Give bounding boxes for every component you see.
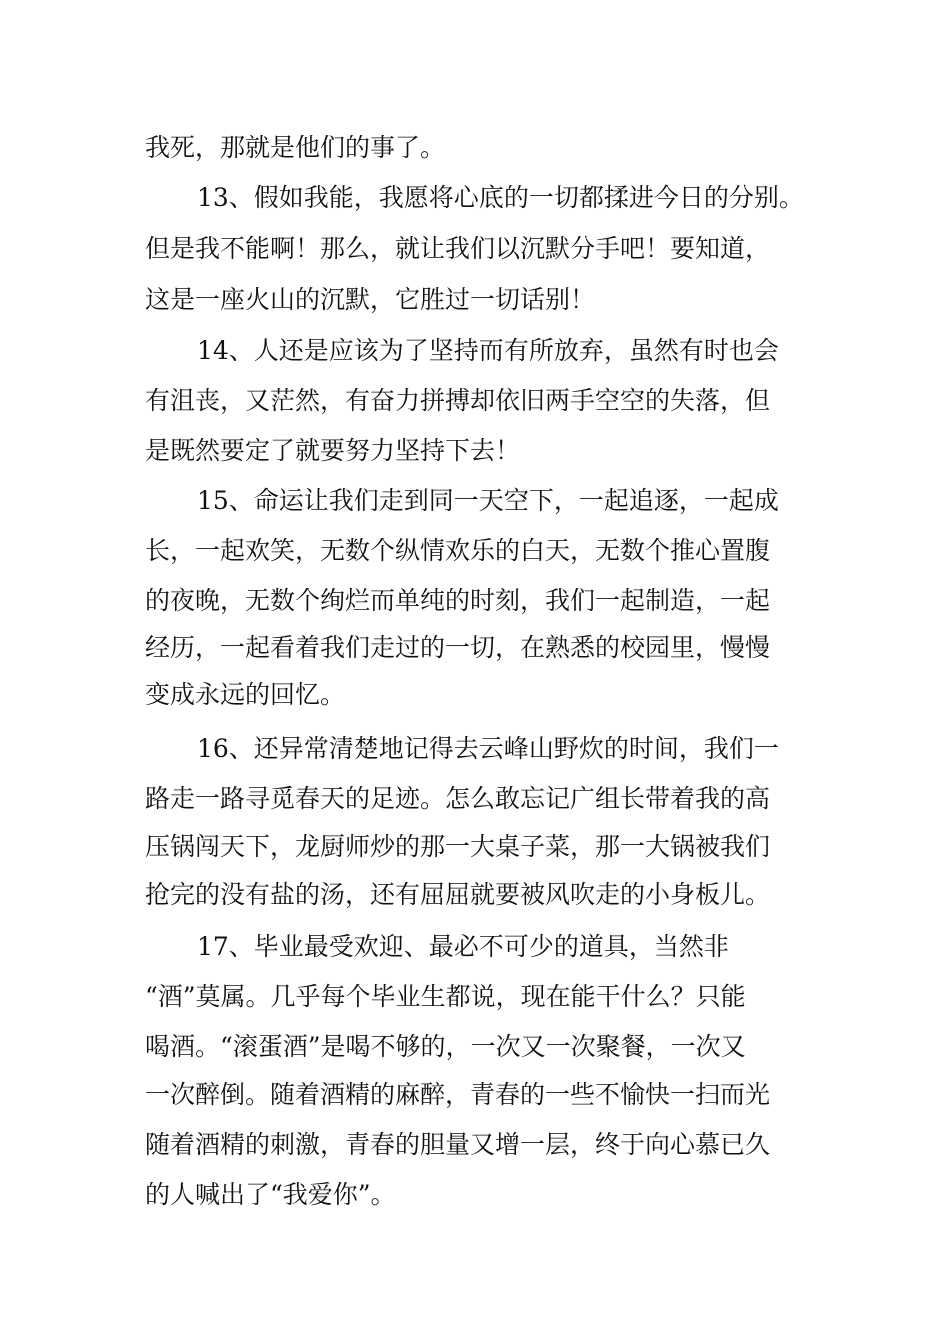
text-line: 15、命运让我们走到同一天空下，一起追逐，一起成: [197, 486, 779, 515]
text-line: 这是一座火山的沉默，它胜过一切话别！: [145, 285, 596, 314]
text-line: 是既然要定了就要努力坚持下去！: [145, 436, 521, 465]
text-line: 的人喊出了“我爱你”。: [145, 1180, 396, 1209]
text-line: 有沮丧，又茫然，有奋力拼搏却依旧两手空空的失落，但: [145, 386, 771, 415]
text-line: 一次醉倒。随着酒精的麻醉，青春的一些不愉快一扫而光: [145, 1080, 771, 1109]
text-line: 14、人还是应该为了坚持而有所放弃，虽然有时也会: [197, 336, 779, 365]
text-line: 变成永远的回忆。: [145, 680, 346, 709]
text-line: 16、还异常清楚地记得去云峰山野炊的时间，我们一: [197, 734, 779, 763]
text-line: 随着酒精的刺激，青春的胆量又增一层，终于向心慕已久: [145, 1130, 771, 1159]
text-line: 长，一起欢笑，无数个纵情欢乐的白天，无数个推心置腹: [145, 536, 771, 565]
text-line: 我死，那就是他们的事了。: [145, 133, 446, 162]
text-line: 压锅闯天下，龙厨师炒的那一大桌子菜，那一大锅被我们: [145, 832, 771, 861]
text-line: 路走一路寻觅春天的足迹。怎么敢忘记广组长带着我的高: [145, 784, 771, 813]
text-line: 17、毕业最受欢迎、最必不可少的道具，当然非: [197, 932, 729, 961]
text-line: 13、假如我能，我愿将心底的一切都揉进今日的分别。: [197, 183, 804, 212]
text-line: 经历，一起看着我们走过的一切，在熟悉的校园里，慢慢: [145, 633, 771, 662]
text-line: 喝酒。“滚蛋酒”是喝不够的，一次又一次聚餐，一次又: [145, 1032, 746, 1061]
text-line: 但是我不能啊！那么，就让我们以沉默分手吧！要知道，: [145, 234, 771, 263]
text-line: 的夜晚，无数个绚烂而单纯的时刻，我们一起制造，一起: [145, 586, 771, 615]
text-line: “酒”莫属。几乎每个毕业生都说，现在能干什么？只能: [145, 982, 746, 1011]
text-line: 抢完的没有盐的汤，还有屈屈就要被风吹走的小身板儿。: [145, 880, 771, 909]
